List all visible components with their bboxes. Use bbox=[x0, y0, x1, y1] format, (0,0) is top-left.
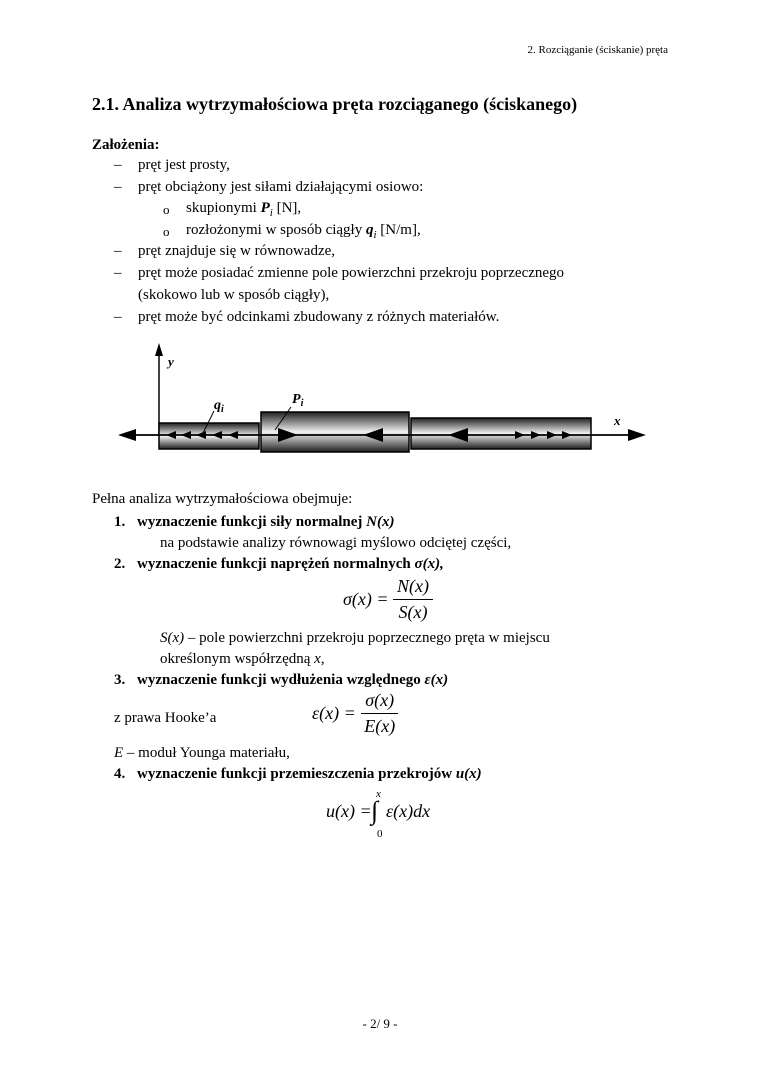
list-dash: – bbox=[114, 179, 122, 195]
step-2-desc-a-text: – pole powierzchni przekroju poprzecznego pręta w miejscu bbox=[184, 630, 550, 646]
sub1-unit: [N], bbox=[272, 200, 302, 216]
list-dash: – bbox=[114, 157, 122, 173]
hooke-label: z prawa Hooke’a bbox=[114, 710, 217, 726]
young-modulus-line bbox=[114, 745, 290, 762]
step-4-symbol: u(x) bbox=[455, 766, 482, 782]
assumption-item-4b: (skokowo lub w sposób ciągły), bbox=[138, 287, 330, 303]
y-axis-arrow bbox=[155, 343, 163, 356]
left-end-arrow bbox=[118, 429, 136, 441]
coord-symbol: x bbox=[314, 651, 321, 667]
sub1-text: skupionymi bbox=[186, 200, 261, 216]
strain-formula-lhs: ε(x) = bbox=[312, 703, 356, 723]
step-4-title bbox=[137, 766, 482, 783]
x-axis-label: x bbox=[614, 413, 621, 428]
page-number: - 2/ 9 - bbox=[362, 1016, 398, 1031]
force-symbol: P bbox=[260, 200, 270, 216]
x-axis-arrow bbox=[628, 429, 646, 441]
list-dash: – bbox=[114, 309, 122, 325]
step-1-title bbox=[137, 514, 394, 531]
step-2-desc-b-end: , bbox=[320, 651, 325, 667]
integral-upper-limit: x bbox=[376, 788, 381, 800]
sub2-text: rozłożonymi w sposób ciągły bbox=[186, 222, 366, 238]
stress-formula-lhs: σ(x) = bbox=[343, 589, 389, 609]
step-1-symbol: N(x) bbox=[366, 514, 395, 530]
load-index: i bbox=[373, 229, 377, 241]
assumption-item-2: pręt obciążony jest siłami działającymi osiowo: bbox=[138, 179, 424, 195]
step-4-title-text: wyznaczenie funkcji przemieszczenia przekrojów bbox=[137, 766, 456, 782]
step-2-desc-b bbox=[160, 651, 325, 668]
q-label: $q_i$ bbox=[214, 398, 224, 415]
integral-sign: ∫ bbox=[371, 796, 379, 825]
young-symbol: E bbox=[114, 745, 124, 761]
step-1-number: 1. bbox=[114, 514, 126, 530]
step-2-title bbox=[137, 556, 444, 573]
step-3-number: 3. bbox=[114, 672, 126, 688]
area-symbol: S(x) bbox=[160, 630, 185, 646]
stress-formula bbox=[343, 576, 433, 623]
step-2-desc-a bbox=[160, 630, 550, 647]
strain-formula-numerator: σ(x) bbox=[361, 690, 398, 714]
sub2-unit: [N/m], bbox=[376, 222, 421, 238]
section-title: 2.1. Analiza wytrzymałościowa pręta rozciąganego (ściskanego) bbox=[92, 94, 578, 114]
stress-formula-denominator: S(x) bbox=[398, 602, 428, 622]
list-bullet: o bbox=[163, 202, 170, 217]
force-index: i bbox=[269, 207, 273, 219]
strain-formula-denominator: E(x) bbox=[364, 716, 396, 736]
assumption-item-5: pręt może być odcinkami zbudowany z różnych materiałów. bbox=[138, 309, 500, 325]
p-label: $P_i$ bbox=[292, 392, 304, 409]
step-1-text: na podstawie analizy równowagi myślowo odciętej części, bbox=[160, 535, 512, 551]
stress-formula-numerator: N(x) bbox=[393, 576, 433, 600]
list-bullet: o bbox=[163, 224, 170, 239]
analysis-intro: Pełna analiza wytrzymałościowa obejmuje: bbox=[92, 491, 353, 507]
list-dash: – bbox=[114, 265, 122, 281]
step-2-number: 2. bbox=[114, 556, 126, 572]
step-3-title bbox=[137, 672, 448, 689]
step-1-title-text: wyznaczenie funkcji siły normalnej bbox=[137, 514, 367, 530]
assumption-item-4a: pręt może posiadać zmienne pole powierzchni przekroju poprzecznego bbox=[138, 265, 565, 281]
assumption-item-1: pręt jest prosty, bbox=[138, 157, 230, 173]
step-4-number: 4. bbox=[114, 766, 126, 782]
step-2-symbol: σ(x), bbox=[414, 556, 444, 572]
running-header: 2. Rozciąganie (ściskanie) pręta bbox=[527, 44, 668, 56]
step-2-title-text: wyznaczenie funkcji naprężeń normalnych bbox=[137, 556, 415, 572]
step-2-desc-b-text: określonym współrzędną bbox=[160, 651, 315, 667]
strain-formula bbox=[312, 690, 399, 737]
integral-lower-limit: 0 bbox=[377, 828, 383, 840]
assumptions-heading: Założenia: bbox=[92, 137, 160, 153]
step-3-title-text: wyznaczenie funkcji wydłużenia względnego bbox=[137, 672, 425, 688]
step-3-symbol: ε(x) bbox=[424, 672, 449, 688]
young-text: – moduł Younga materiału, bbox=[123, 745, 290, 761]
y-axis-label: y bbox=[168, 354, 174, 369]
integral-body: ε(x)dx bbox=[386, 801, 431, 821]
list-dash: – bbox=[114, 243, 122, 259]
assumption-item-3: pręt znajduje się w równowadze, bbox=[138, 243, 336, 259]
load-symbol: q bbox=[365, 222, 374, 238]
displacement-formula-lhs: u(x) = bbox=[326, 801, 372, 821]
